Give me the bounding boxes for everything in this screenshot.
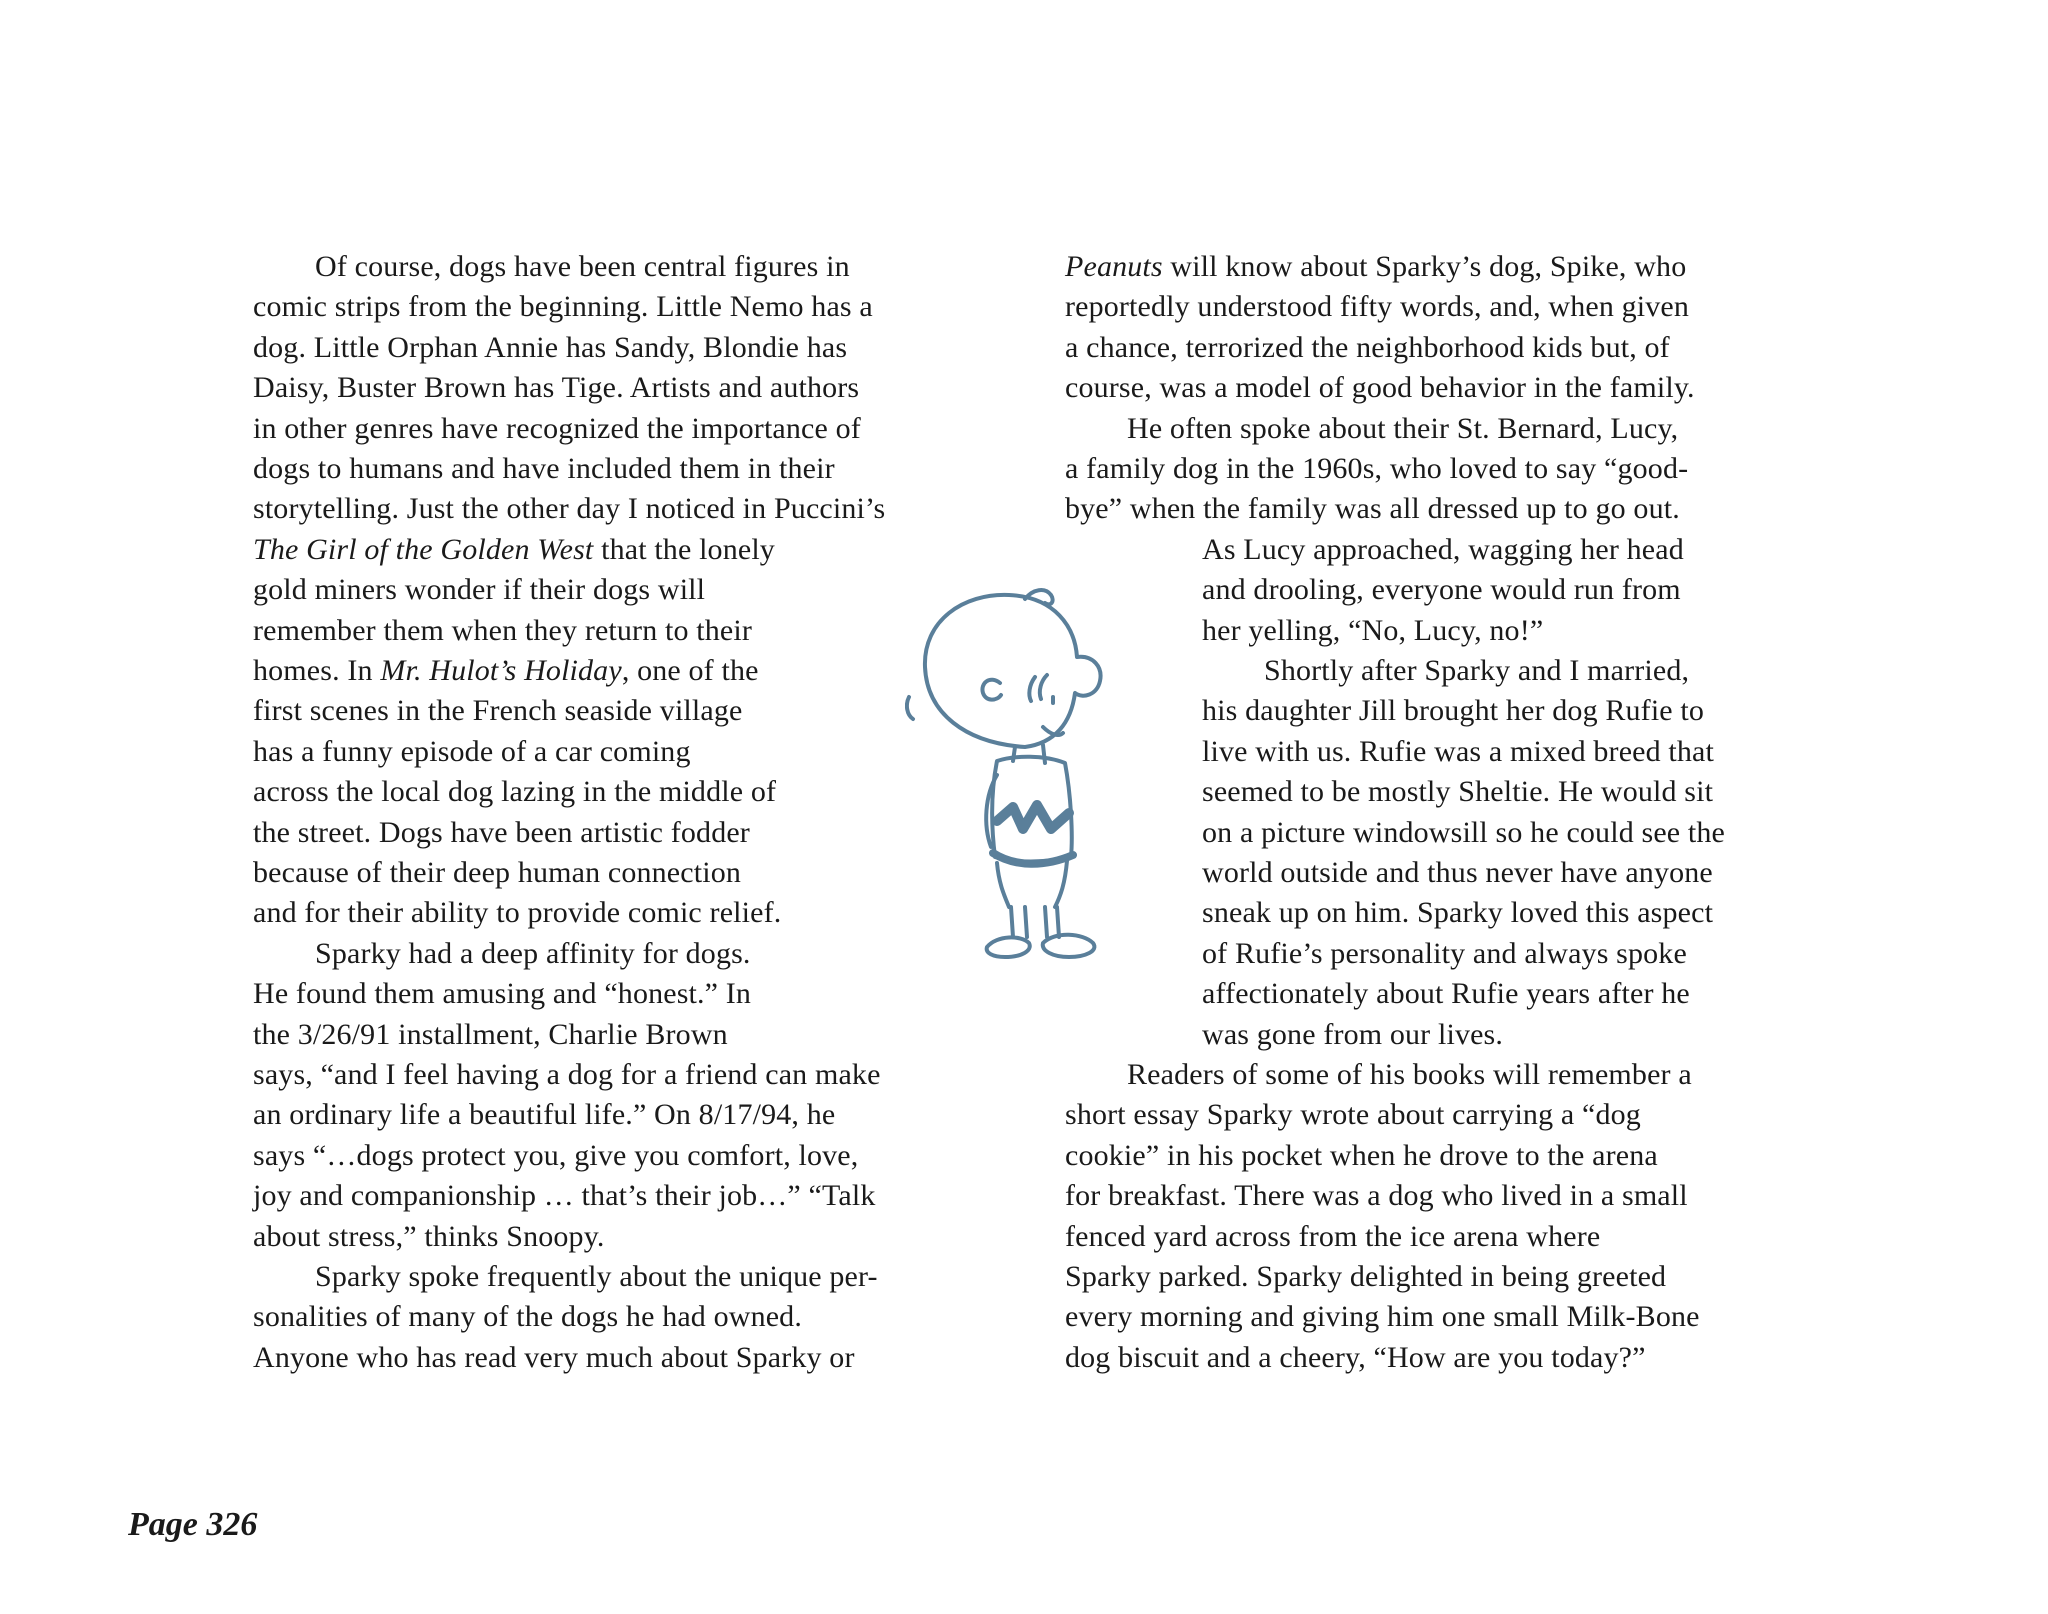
text-line [253,328,847,368]
text-run: sneak up on him. Sparky loved this aspect [1202,896,1714,930]
text-line [1127,409,1678,449]
text-run: affectionately about Rufie years after he [1202,977,1690,1011]
italic-title: Peanuts [1065,250,1163,283]
text-line [1065,1257,1666,1297]
text-run: every morning and giving him one small Milk-Bone [1065,1300,1700,1334]
text-line [253,570,705,610]
text-run: , one of the [621,654,759,687]
text-run: an ordinary life a beautiful life.” On 8/17/94, he [253,1098,836,1132]
text-run: a chance, terrorized the neighborhood kids but, of [1065,330,1670,364]
charlie-brown-illustration [905,585,1130,990]
text-run: says, “and I feel having a dog for a friend can make [253,1058,881,1091]
text-run: about stress,” thinks Snoopy. [253,1219,605,1253]
eyebrow [1040,675,1047,699]
text-line [253,530,775,570]
text-line [1202,611,1543,651]
text-run: a family dog in the 1960s, who loved to say “good- [1065,452,1689,485]
text-run: remember them when they return to their [253,613,753,647]
text-run: first scenes in the French seaside village [253,694,743,728]
text-run: fenced yard across from the ice arena where [1065,1219,1601,1253]
text-line [253,1095,835,1135]
text-line [1065,1176,1688,1216]
text-run: has a funny episode of a car coming [253,734,691,768]
text-line [253,974,751,1014]
text-run: dog. Little Orphan Annie has Sandy, Blondie has [253,330,848,364]
text-line [315,1257,878,1297]
leg-left [1011,907,1027,937]
nose-line [907,697,913,719]
text-run: because of their deep human connection [253,856,741,889]
text-run: and for their ability to provide comic relief. [253,896,782,930]
text-line [1065,1338,1646,1378]
shoe-right [1043,935,1095,957]
text-run: short essay Sparky wrote about carrying a “dog [1065,1098,1641,1132]
text-line [1065,1136,1658,1176]
text-run: gold miners wonder if their dogs will [253,573,706,607]
text-run: Daisy, Buster Brown has Tige. Artists and authors [253,371,860,405]
text-line [253,732,691,772]
text-line [1202,691,1704,731]
text-line [1065,368,1695,408]
text-run: on a picture windowsill so he could see the [1202,815,1725,849]
page-number: Page 326 [128,1506,258,1543]
text-line [1202,570,1681,610]
text-run: comic strips from the beginning. Little Nemo has a [253,290,873,324]
text-line [253,368,859,408]
text-line [1202,853,1713,893]
text-line [253,1338,855,1378]
text-line [1202,1015,1503,1055]
text-run: Sparky parked. Sparky delighted in being greeted [1065,1260,1667,1293]
text-line [1202,732,1714,772]
text-run: He found them amusing and “honest.” In [253,977,752,1011]
head-outline [925,595,1101,747]
text-line [253,1055,881,1095]
text-run: world outside and thus never have anyone [1202,856,1713,889]
text-run: Sparky had a deep affinity for dogs. [315,936,751,970]
shorts [997,861,1067,907]
text-run: seemed to be mostly Sheltie. He would sit [1202,775,1714,809]
text-line [253,893,781,933]
text-run: will know about Sparky’s dog, Spike, who [1162,250,1687,283]
text-run: her yelling, “No, Lucy, no!” [1202,613,1544,647]
text-line [253,772,776,812]
text-run: his daughter Jill brought her dog Rufie to [1202,694,1705,728]
text-run: homes. In [253,654,381,687]
text-line [1065,489,1680,529]
text-run: across the local dog lazing in the middle of [253,775,777,809]
text-line [315,934,751,974]
text-line [253,1217,605,1257]
text-run: dog biscuit and a cheery, “How are you today?” [1065,1340,1646,1374]
text-run: cookie” in his pocket when he drove to the arena [1065,1138,1658,1172]
text-line [1065,287,1689,327]
shirt-zigzag [997,805,1069,829]
text-line [1065,247,1686,287]
text-run: sonalities of many of the dogs he had owned. [253,1300,802,1334]
text-run: course, was a model of good behavior in the family. [1065,371,1695,405]
eyebrow-2 [1029,677,1035,701]
text-line [1202,530,1684,570]
text-line [253,813,750,853]
text-run: for breakfast. There was a dog who lived in a small [1065,1179,1688,1213]
text-line [253,1015,728,1055]
text-line [1264,651,1689,691]
text-line [1065,328,1670,368]
text-run: says “…dogs protect you, give you comfort, love, [253,1138,859,1172]
text-run: in other genres have recognized the importance of [253,411,861,445]
italic-title: Mr. Hulot’s Holiday [380,654,622,687]
text-line [1065,1297,1700,1337]
text-line [315,247,850,287]
shoe-left [987,937,1030,957]
text-run: of Rufie’s personality and always spoke [1202,936,1687,970]
text-run: was gone from our lives. [1202,1017,1504,1051]
text-line [1065,449,1688,489]
text-run: Anyone who has read very much about Sparky or [253,1340,855,1374]
text-line [1065,1217,1600,1257]
text-line [253,611,752,651]
text-run: the street. Dogs have been artistic fodder [253,815,750,849]
text-run: and drooling, everyone would run from [1202,573,1681,607]
text-line [1202,772,1713,812]
text-line [253,651,759,691]
text-run: Readers of some of his books will remember a [1127,1058,1692,1091]
text-line [1202,893,1713,933]
text-line [253,1297,802,1337]
text-line [1065,1095,1641,1135]
text-run: He often spoke about their St. Bernard, Lucy, [1127,411,1679,445]
text-run: that the lonely [593,532,775,566]
text-run: joy and companionship … that’s their job…” “Talk [253,1179,876,1213]
text-line [253,409,861,449]
text-line [1127,1055,1692,1095]
text-line [253,691,742,731]
text-run: dogs to humans and have included them in their [253,452,835,485]
text-run: bye” when the family was all dressed up to go out. [1065,492,1680,526]
ear [982,680,1001,700]
text-line [253,287,873,327]
text-run: Sparky spoke frequently about the unique per- [315,1260,878,1293]
text-line [1202,974,1690,1014]
text-run: live with us. Rufie was a mixed breed that [1202,734,1715,768]
leg-right [1045,907,1059,937]
text-run: reportedly understood fifty words, and, when given [1065,290,1690,324]
text-line [1202,934,1687,974]
shirt-hem [993,853,1073,864]
text-run: storytelling. Just the other day I noticed in Puccini’s [253,492,886,526]
text-run: Of course, dogs have been central figures in [315,250,850,283]
text-line [253,1176,875,1216]
text-run: the 3/26/91 installment, Charlie Brown [253,1017,728,1051]
text-line [253,489,885,529]
text-run: As Lucy approached, wagging her head [1202,532,1684,566]
italic-title: The Girl of the Golden West [253,532,594,566]
text-line [253,1136,858,1176]
text-line [253,853,741,893]
text-run: Shortly after Sparky and I married, [1264,654,1690,687]
text-line [1202,813,1725,853]
text-line [253,449,835,489]
